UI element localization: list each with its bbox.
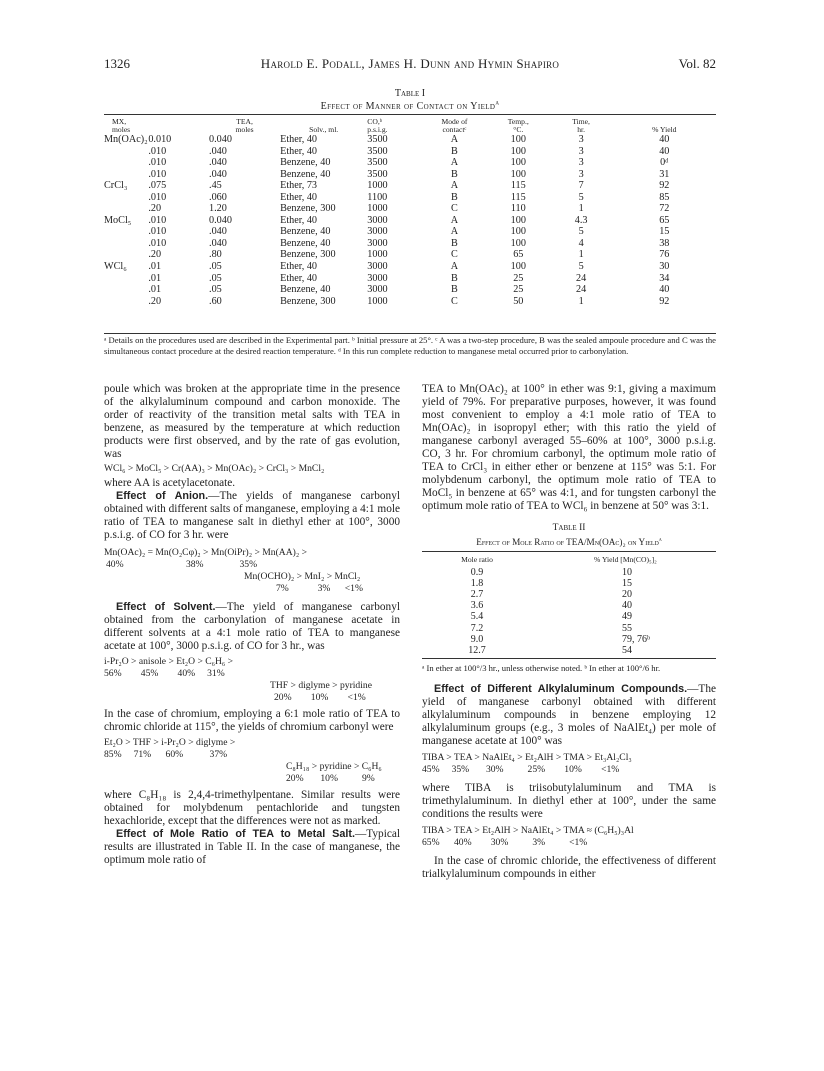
table2-bottom-rule <box>422 658 716 659</box>
table-row <box>422 600 716 611</box>
table-row <box>104 215 716 227</box>
table-row <box>104 273 716 285</box>
table-cell: 9.0 <box>470 633 484 645</box>
table-row <box>422 578 716 589</box>
table-cell: .010 <box>148 168 167 180</box>
table-cell: 24 <box>576 284 587 296</box>
table-cell: .040 <box>209 237 227 249</box>
table1 <box>104 116 716 307</box>
table-cell: 12.7 <box>468 645 486 657</box>
table-cell <box>104 284 148 296</box>
table-cell: 49 <box>622 611 632 623</box>
table-cell: C <box>451 249 458 261</box>
table-cell: 1100 <box>367 191 388 203</box>
table-cell: 115 <box>510 180 526 192</box>
table-cell: 3 <box>578 157 584 169</box>
chromium-yields: Et₂O > THF > i-Pr₂O > diglyme > 85% 71% 60% 37% C₈H₁₈ > pyridine > C₆H₆ 20% 10% 9% <box>104 736 382 784</box>
table-cell: Benzene, 300 <box>280 249 336 261</box>
table-cell: 100 <box>510 168 526 180</box>
table2 <box>422 552 716 657</box>
table-row <box>422 589 716 600</box>
table-cell: 10 <box>622 566 632 578</box>
table-cell: .040 <box>209 226 227 238</box>
paragraph: In the case of chromium, employing a 6:1 mole ratio of TEA to chromic chloride at 115°, the yields of chromium carbonyl were <box>104 707 400 733</box>
table-cell: 3.6 <box>470 600 484 612</box>
table-cell: 100 <box>510 237 526 249</box>
reactivity-order: WCl₆ > MoCl₅ > Cr(AA)₃ > Mn(OAc)₂ > CrCl₃ > MnCl₂ <box>104 463 325 475</box>
table-cell: .060 <box>209 191 227 203</box>
running-authors: Harold E. Podall, James H. Dunn and Hymin Shapiro <box>260 56 560 71</box>
table-cell: .010 <box>148 145 167 157</box>
table-cell: .80 <box>209 249 222 261</box>
table-row <box>422 611 716 622</box>
table-cell: .45 <box>209 180 222 192</box>
table-cell: 25 <box>513 272 524 284</box>
table-cell: 38 <box>659 237 670 249</box>
table-cell: CrCl₃ <box>104 180 128 192</box>
table-cell: 100 <box>510 214 526 226</box>
table-cell: 100 <box>510 226 526 238</box>
table-cell: 100 <box>510 261 526 273</box>
section-heading: Effect of Solvent. <box>116 600 216 613</box>
table-cell: .040 <box>209 145 227 157</box>
table1-header-solvent: Solv., ml. <box>309 125 339 134</box>
section-heading: Effect of Different Alkylaluminum Compounds. <box>434 682 688 695</box>
table-cell: 54 <box>622 645 632 657</box>
table-cell: 1000 <box>367 249 388 261</box>
table-cell: 0.040 <box>209 214 232 226</box>
table1-header-row <box>104 116 716 134</box>
table-row <box>104 284 716 296</box>
table-cell: .01 <box>148 261 162 273</box>
section-effect-of-solvent: Effect of Solvent.—The yield of manganese carbonyl obtained from the carbonylation of manganese acetate in different solvents at a 4:1 mole ratio of TEA to manganese acetate at 100°, 3000 p.s.i.g. of CO for 3 hr., was <box>104 600 400 652</box>
table-cell: .05 <box>209 284 222 296</box>
table2-block <box>422 522 716 673</box>
table-cell <box>104 203 148 215</box>
table-cell: Benzene, 40 <box>280 226 331 238</box>
table-cell: A <box>450 157 459 169</box>
table-cell <box>104 146 148 158</box>
table2-header-row <box>422 552 716 567</box>
table1-bottom-rule <box>104 333 716 334</box>
table-cell: B <box>451 145 458 157</box>
table-cell: .05 <box>209 272 222 284</box>
table-cell: 7.2 <box>470 622 484 634</box>
table2-body <box>422 567 716 657</box>
table1-header-co: CO,ᵇ p.s.i.g. <box>367 117 388 134</box>
table-cell: 1.8 <box>470 577 484 589</box>
table-cell: .01 <box>148 284 162 296</box>
table-cell: .20 <box>148 295 162 307</box>
table1-top-rule <box>104 114 716 115</box>
paragraph: where AA is acetylacetonate. <box>104 477 236 490</box>
table1-title: Effect of Manner of Contact on Yield$^a$ <box>320 99 500 112</box>
table-cell: 3000 <box>367 226 388 238</box>
table-cell: .010 <box>148 157 167 169</box>
table-row <box>104 169 716 181</box>
table-cell: Benzene, 300 <box>280 203 336 215</box>
table-cell: Ether, 40 <box>280 272 318 284</box>
table-cell: Ether, 73 <box>280 180 318 192</box>
table-cell: 4.3 <box>574 214 588 226</box>
table-cell: 76 <box>659 249 670 261</box>
table-cell: 92 <box>659 180 670 192</box>
table-cell: 7 <box>578 180 584 192</box>
table-cell: B <box>451 191 458 203</box>
table-cell <box>104 249 148 261</box>
table-cell: 100 <box>510 157 526 169</box>
table-cell: .20 <box>148 249 162 261</box>
table-cell: 25 <box>513 284 524 296</box>
table-cell: 1.20 <box>209 203 227 215</box>
table-cell: 3500 <box>367 157 388 169</box>
table-cell: 0.040 <box>209 134 232 145</box>
table1-footnote: ᵃ Details on the procedures used are described in the Experimental part. ᵇ Initial pressure at 25°. ᶜ A was a two-step procedure, B was the sealed ampoule procedure and C was the simultaneous contact procedure at the desired reaction temperature. ᵈ In this run complete reduction to manganese metal occurred prior to carbonylation. <box>104 335 716 356</box>
table-cell: 65 <box>659 214 670 226</box>
table-row <box>104 226 716 238</box>
table-cell: Mn(OAc)₂ <box>104 134 148 145</box>
table-cell: A <box>450 134 459 145</box>
table-cell: 50 <box>513 295 524 307</box>
section-heading: Effect of Anion. <box>116 490 209 503</box>
table-row <box>422 567 716 578</box>
table2-header-yield: % Yield [Mn(CO)₅]₂ <box>594 554 657 564</box>
paragraph: poule which was broken at the appropriate time in the presence of the alkylaluminum compound and carbon monoxide. The order of reactivity of the transition metal salts with TEA in benzene, as measured by the temperature at which reduction products were first observed, and by the rate of gas evolution, was <box>104 383 400 461</box>
table-cell: 65 <box>513 249 524 261</box>
table1-header-time: Time, hr. <box>572 117 590 134</box>
table-row <box>104 157 716 169</box>
table-cell: 3 <box>578 145 584 157</box>
table-cell <box>104 238 148 250</box>
table-cell: 40 <box>659 284 670 296</box>
table-cell: 40 <box>659 134 670 145</box>
table-cell: 79, 76ᵇ <box>622 633 651 645</box>
alkylaluminum-yields-benzene: TIBA > TEA > NaAlEt₄ > Et₂AlH > TMA > Et₃Al₂Cl₃ 45% 35% 30% 25% 10% <1% <box>422 751 632 775</box>
table-cell: 1 <box>578 203 584 215</box>
table-cell: Ether, 40 <box>280 145 318 157</box>
table-cell: Ether, 40 <box>280 261 318 273</box>
anion-yields: Mn(OAc)₂ = Mn(O₂Cφ)₂ > Mn(OiPr)₂ > Mn(AA)₂ > 40% 38% 35% Mn(OCHO)₂ > MnI₂ > MnCl₂ 7% 3% <1% <box>104 546 363 594</box>
table-cell: 1 <box>578 249 584 261</box>
table-row <box>104 203 716 215</box>
table-row <box>104 192 716 204</box>
table-cell: .040 <box>209 168 227 180</box>
table1-caption: Table I <box>394 88 426 99</box>
table-cell: 30 <box>659 261 670 273</box>
section-effect-of-alkylaluminum: Effect of Different Alkylaluminum Compounds.—The yield of manganese carbonyl obtained with different alkylaluminum compounds in benzene employing 12 alkylaluminum groups (e.g., 3 moles of NaAlEt₄) per mole of manganese acetate at 100° was <box>422 682 716 747</box>
table-cell <box>104 192 148 204</box>
table1-header-mx: MX, moles <box>112 117 131 134</box>
table-cell: 92 <box>659 295 670 307</box>
table-cell: .010 <box>148 226 167 238</box>
table1-header-yield: % Yield <box>652 125 677 134</box>
table-cell: A <box>450 180 459 192</box>
table-cell: 3 <box>578 134 584 145</box>
table-cell: 1000 <box>367 180 388 192</box>
table-cell: MoCl₅ <box>104 214 132 226</box>
table-cell: .20 <box>148 203 162 215</box>
table-cell: 1000 <box>367 203 388 215</box>
table-cell: 5 <box>578 191 584 203</box>
table-cell: Benzene, 40 <box>280 284 331 296</box>
table2-header-ratio: Mole ratio <box>461 554 493 564</box>
paragraph: TEA to Mn(OAc)₂ at 100° in ether was 9:1, giving a maximum yield of 79%. For preparative purposes, however, it was found most convenient to employ a 4:1 mole ratio of TEA to Mn(OAc)₂ in isopropyl ether; with this ratio the yield of manganese carbonyl averaged 55–60% at 100°, 3000 p.s.i.g. CO, 3 hr. For chromium carbonyl, the optimum mole ratio of TEA to CrCl₃ in either ether or benzene at 115° was 5:1. For molybdenum carbonyl, the optimum mole ratio of TEA to MoCl₅ in benzene at 65° was 4:1, and for tungsten carbonyl the optimum mole ratio of TEA to WCl₆ in benzene at 50° was 3:1. <box>422 383 716 513</box>
table-cell: C <box>451 203 458 215</box>
table-cell: 1 <box>578 295 584 307</box>
table-cell: A <box>450 226 459 238</box>
table-cell: 4 <box>578 237 584 249</box>
table-row <box>104 238 716 250</box>
table-cell: 3 <box>578 168 584 180</box>
section-effect-of-mole-ratio: Effect of Mole Ratio of TEA to Metal Salt.—Typical results are illustrated in Table II. In the case of manganese, the optimum mole ratio of <box>104 827 400 867</box>
table1-body <box>104 134 716 307</box>
table-cell: .010 <box>148 191 167 203</box>
table-cell <box>104 169 148 181</box>
table-cell: 15 <box>659 226 670 238</box>
table-cell: .01 <box>148 272 162 284</box>
table-cell: 24 <box>576 272 587 284</box>
table-cell: 3500 <box>367 134 388 145</box>
paragraph: where TIBA is triisobutylaluminum and TMA is trimethylaluminum. In diethyl ether at 100°, under the same conditions the results were <box>422 781 716 820</box>
table-cell: 3000 <box>367 261 388 273</box>
table1-header-temp: Temp., °C. <box>507 117 529 134</box>
left-column <box>104 383 400 867</box>
table-cell <box>104 157 148 169</box>
section-heading: Effect of Mole Ratio of TEA to Metal Salt. <box>116 827 355 840</box>
table-cell: 110 <box>510 203 526 215</box>
table-cell: 0.010 <box>148 134 172 145</box>
table-cell: 3000 <box>367 214 388 226</box>
table-cell: 55 <box>622 622 632 634</box>
table-cell: B <box>451 237 458 249</box>
table-cell: A <box>450 261 459 273</box>
table-cell: .010 <box>148 214 167 226</box>
table-cell: C <box>451 295 458 307</box>
section-effect-of-anion: Effect of Anion.—The yields of manganese carbonyl obtained with different salts of manganese, employing a 4:1 mole ratio of TEA to manganese salt in diethyl ether at 100°, 3000 p.s.i.g. of CO for 3 hr. were <box>104 490 400 542</box>
table-cell: 2.7 <box>470 589 484 601</box>
table-cell: 85 <box>659 191 670 203</box>
table-row <box>104 296 716 308</box>
table-cell: 5.4 <box>470 611 484 623</box>
table-cell: .075 <box>148 180 167 192</box>
paragraph: where C₈H₁₈ is 2,4,4-trimethylpentane. Similar results were obtained for molybdenum pentachloride and tungsten hexachloride, except that the differences were not as marked. <box>104 788 400 827</box>
table-cell: 115 <box>510 191 526 203</box>
solvent-yields: i-Pr₂O > anisole > Et₂O > C₆H₆ > 56% 45% 40% 31% THF > diglyme > pyridine 20% 10% <1% <box>104 655 372 703</box>
table-cell: Benzene, 40 <box>280 168 331 180</box>
table-cell: Benzene, 40 <box>280 157 331 169</box>
table-cell: 72 <box>659 203 670 215</box>
table-cell: 0.9 <box>470 566 484 578</box>
table-cell: 3000 <box>367 284 388 296</box>
table-row <box>104 261 716 273</box>
table-cell: 40 <box>622 600 632 612</box>
table1-header-tea: TEA, moles <box>235 117 254 134</box>
table-row <box>104 249 716 261</box>
table-cell: 3500 <box>367 168 388 180</box>
table-cell: B <box>451 168 458 180</box>
table-cell: Benzene, 300 <box>280 295 336 307</box>
table2-caption: Table II <box>552 523 586 534</box>
table-cell: 0ᵈ <box>660 157 669 169</box>
table-cell: 1000 <box>367 295 388 307</box>
table-cell: B <box>451 284 458 296</box>
table-cell: Ether, 40 <box>280 191 318 203</box>
table-cell: 40 <box>659 145 670 157</box>
table-cell: .010 <box>148 237 167 249</box>
table-cell: 15 <box>622 577 632 589</box>
table-cell: 5 <box>578 261 584 273</box>
table-cell: Benzene, 40 <box>280 237 331 249</box>
table-row <box>422 623 716 634</box>
table-cell: 3000 <box>367 237 388 249</box>
table-cell: A <box>450 214 459 226</box>
table2-title: Effect of Mole Ratio of TEA/Mn(OAc)₂ on Yield$^a$ <box>476 536 662 547</box>
table-cell: Ether, 40 <box>280 134 318 145</box>
table-cell: 100 <box>510 145 526 157</box>
table-cell: .60 <box>209 295 222 307</box>
table-cell: 3500 <box>367 145 388 157</box>
table-cell: .05 <box>209 261 222 273</box>
paragraph: In the case of chromic chloride, the effectiveness of different trialkylaluminum compounds in either <box>422 855 716 881</box>
table-row <box>104 134 716 146</box>
page-number: 1326 <box>104 56 130 71</box>
table-cell: 100 <box>510 134 526 145</box>
table1-header-mode: Mode of contactᶜ <box>441 117 468 134</box>
table-cell: WCl₆ <box>104 261 127 273</box>
table-row <box>104 180 716 192</box>
table-cell <box>104 296 148 308</box>
table-cell <box>104 226 148 238</box>
table-cell: 31 <box>659 168 670 180</box>
table-cell: 20 <box>622 589 632 601</box>
table-cell: 34 <box>659 272 670 284</box>
table-row <box>422 634 716 645</box>
alkylaluminum-yields-ether: TIBA > TEA > Et₂AlH > NaAlEt₄ > TMA ≈ (C₆H₅)₃Al 65% 40% 30% 3% <1% <box>422 825 634 849</box>
table-row <box>104 146 716 158</box>
table-cell: B <box>451 272 458 284</box>
right-column <box>422 383 716 881</box>
table-cell: Ether, 40 <box>280 214 318 226</box>
volume-label: Vol. 82 <box>678 56 716 71</box>
table-row <box>422 645 716 656</box>
table2-footnote: ᵃ In ether at 100°/3 hr., unless otherwise noted. ᵇ In ether at 100°/6 hr. <box>422 663 661 674</box>
table-cell <box>104 273 148 285</box>
table-cell: 3000 <box>367 272 388 284</box>
table-cell: 5 <box>578 226 584 238</box>
table-cell: .040 <box>209 157 227 169</box>
